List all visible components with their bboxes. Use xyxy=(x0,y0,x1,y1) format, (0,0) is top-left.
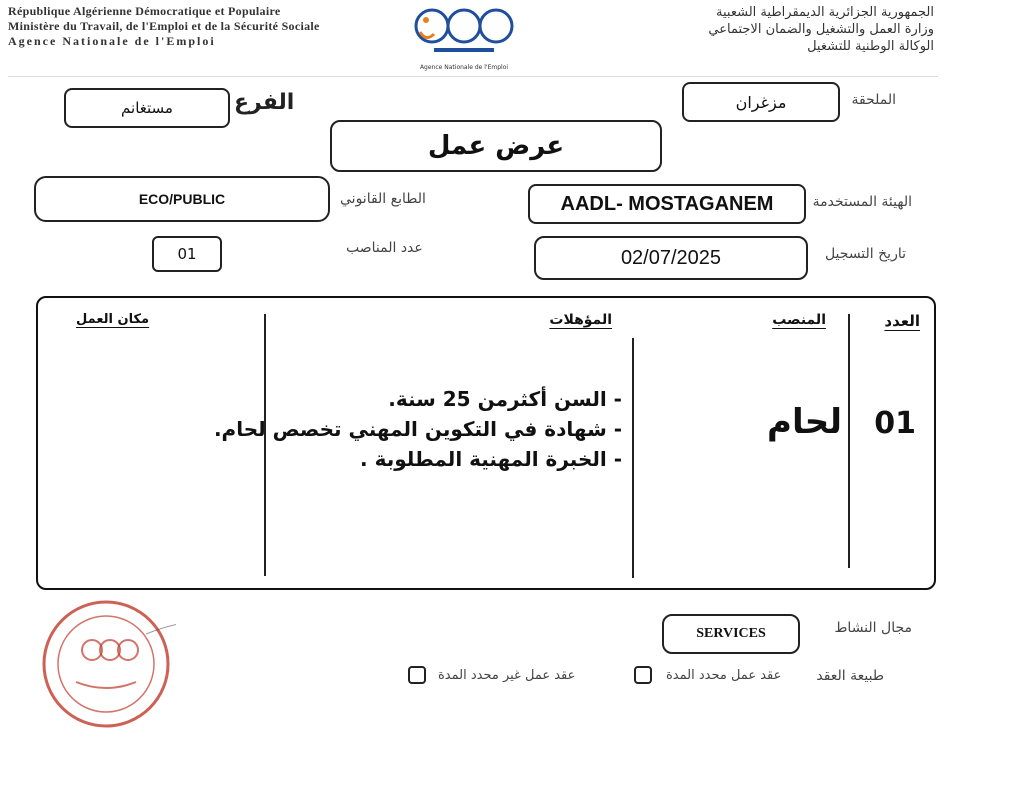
header-divider xyxy=(8,76,938,77)
col-header-position: المنصب xyxy=(772,312,826,328)
table-divider-2 xyxy=(632,338,634,578)
document-title: عرض عمل xyxy=(427,131,565,161)
header-ar-line1: الجمهورية الجزائرية الديمقراطية الشعبية xyxy=(716,5,934,20)
annex-field xyxy=(682,82,840,122)
branch-label: الفرع xyxy=(234,90,295,115)
offer-table xyxy=(36,296,936,590)
logo-caption: Agence Nationale de l'Emploi xyxy=(419,64,509,71)
annex-value: مزغران xyxy=(735,92,787,112)
header-ar-line3: الوكالة الوطنية للتشغيل xyxy=(807,39,934,54)
legal-form-label: الطابع القانوني xyxy=(340,191,426,207)
header-fr-line1: République Algérienne Démocratique et Populaire xyxy=(8,4,281,18)
table-divider-3 xyxy=(848,314,850,568)
legal-form-value: ECO/PUBLIC xyxy=(138,191,226,207)
positions-count-value: 01 xyxy=(177,245,197,263)
positions-count-field xyxy=(152,236,222,272)
stamp-seal-icon xyxy=(36,594,176,734)
activity-value: SERVICES xyxy=(696,626,766,641)
header-fr-line3: Agence Nationale de l'Emploi xyxy=(8,34,216,48)
agency-logo xyxy=(404,2,524,72)
header-fr-line2: Ministère du Travail, de l'Emploi et de la Sécurité Sociale xyxy=(8,19,320,33)
registration-date-field xyxy=(534,236,808,280)
anem-logo-icon xyxy=(404,2,524,64)
header-french xyxy=(8,4,320,49)
offer-count: 01 xyxy=(874,406,916,441)
contract-indefinite-label: عقد عمل غير محدد المدة xyxy=(438,668,576,683)
branch-field xyxy=(64,88,230,128)
qualification-item: - شهادة في التكوين المهني تخصص لحام. xyxy=(213,417,622,441)
positions-count-label: عدد المناصب xyxy=(346,240,423,256)
contract-type-label: طبيعة العقد xyxy=(816,668,884,684)
header-arabic xyxy=(708,4,934,55)
official-stamp xyxy=(36,594,176,734)
annex-label: الملحقة xyxy=(851,92,896,108)
contract-fixed-label: عقد عمل محدد المدة xyxy=(666,668,782,683)
employer-field xyxy=(528,184,806,224)
employer-value: AADL- MOSTAGANEM xyxy=(560,192,774,215)
col-header-qualifications: المؤهلات xyxy=(549,312,612,328)
col-header-location: مكان العمل xyxy=(76,312,150,327)
branch-value: مستغانم xyxy=(121,99,173,117)
qualifications-list xyxy=(214,384,622,474)
offer-position: لحام xyxy=(767,402,842,442)
employer-label: الهيئة المستخدمة xyxy=(812,194,912,210)
title-box xyxy=(330,120,662,172)
activity-field xyxy=(662,614,800,654)
header-ar-line2: وزارة العمل والتشغيل والضمان الاجتماعي xyxy=(708,22,934,37)
qualification-item: - السن أكثرمن 25 سنة. xyxy=(388,387,622,411)
contract-fixed-checkbox[interactable] xyxy=(634,666,652,684)
registration-date-value: 02/07/2025 xyxy=(620,246,722,269)
contract-indefinite-checkbox[interactable] xyxy=(408,666,426,684)
legal-form-field xyxy=(34,176,330,222)
activity-label: مجال النشاط xyxy=(834,620,912,636)
col-header-count: العدد xyxy=(884,312,920,330)
registration-date-label: تاريخ التسجيل xyxy=(824,246,906,262)
qualification-item: - الخبرة المهنية المطلوبة . xyxy=(360,447,622,471)
